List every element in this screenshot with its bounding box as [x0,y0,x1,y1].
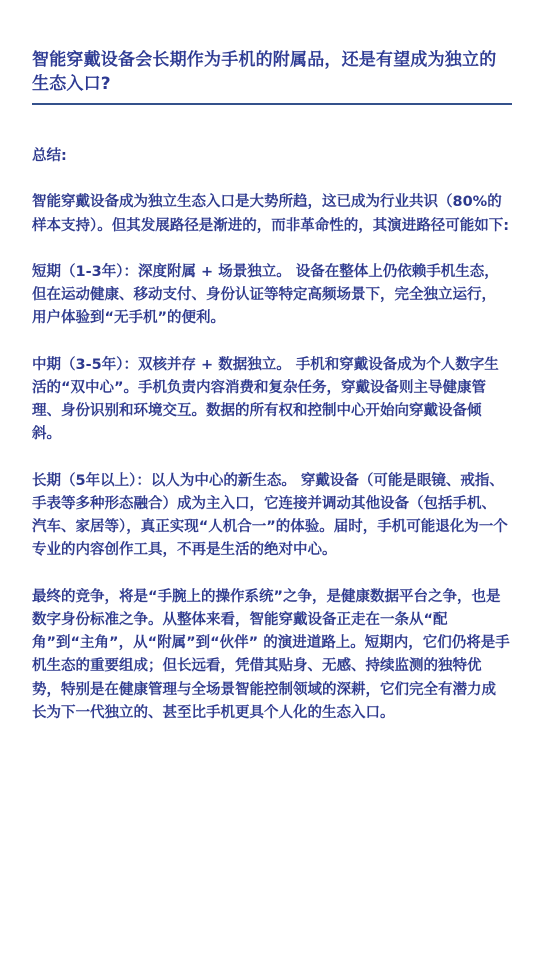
paragraph-consensus: 智能穿戴设备成为独立生态入口是大势所趋，这已成为行业共识（80%的样本支持）。但其发展路径是渐进的，而非革命性的，其演进路径可能如下: [32,194,510,234]
paragraph-mid-term: 中期（3-5年）：双核并存 + 数据独立。 手机和穿戴设备成为个人数字生活的“双中心”。手机负责内容消费和复杂任务，穿戴设备则主导健康管理、身份识别和环境交互。数据的所有权和控制中心开始向穿戴设备倾斜。 [32,356,499,443]
paragraph-short-term: 短期（1-3年）：深度附属 + 场景独立。 设备在整体上仍依赖手机生态，但在运动健康、移动支付、身份认证等特定高频场景下，完全独立运行，用户体验到“无手机”的便利。 [32,263,499,327]
article-title: 智能穿戴设备会长期作为手机的附属品，还是有望成为独立的生态入口? [32,50,497,94]
summary-heading: 总结: [32,148,67,164]
title-divider [32,103,512,105]
paragraph-long-term: 长期（5年以上）：以人为中心的新生态。 穿戴设备（可能是眼镜、戒指、手表等多种形态融合）成为主入口，它连接并调动其他设备（包括手机、汽车、家居等），真正实现“人机合一”的体验。届时，手机可能退化为一个专业的内容创作工具，不再是生活的绝对中心。 [32,472,508,559]
article-body [32,145,510,748]
paragraph-conclusion: 最终的竞争，将是“手腕上的操作系统”之争，是健康数据平台之争，也是数字身份标准之争。从整体来看，智能穿戴设备正走在一条从“配角”到“主角”，从“附属”到“伙伴” 的演进道路上。短期内，它们仍将是手机生态的重要组成；但长远看，凭借其贴身、无感、持续监测的独特优势，特别是在健康管理与全场景智能控制领域的深耕，它们完全有潜力成长为下一代独立的、甚至比手机更具个人化的生态入口。 [32,588,510,721]
